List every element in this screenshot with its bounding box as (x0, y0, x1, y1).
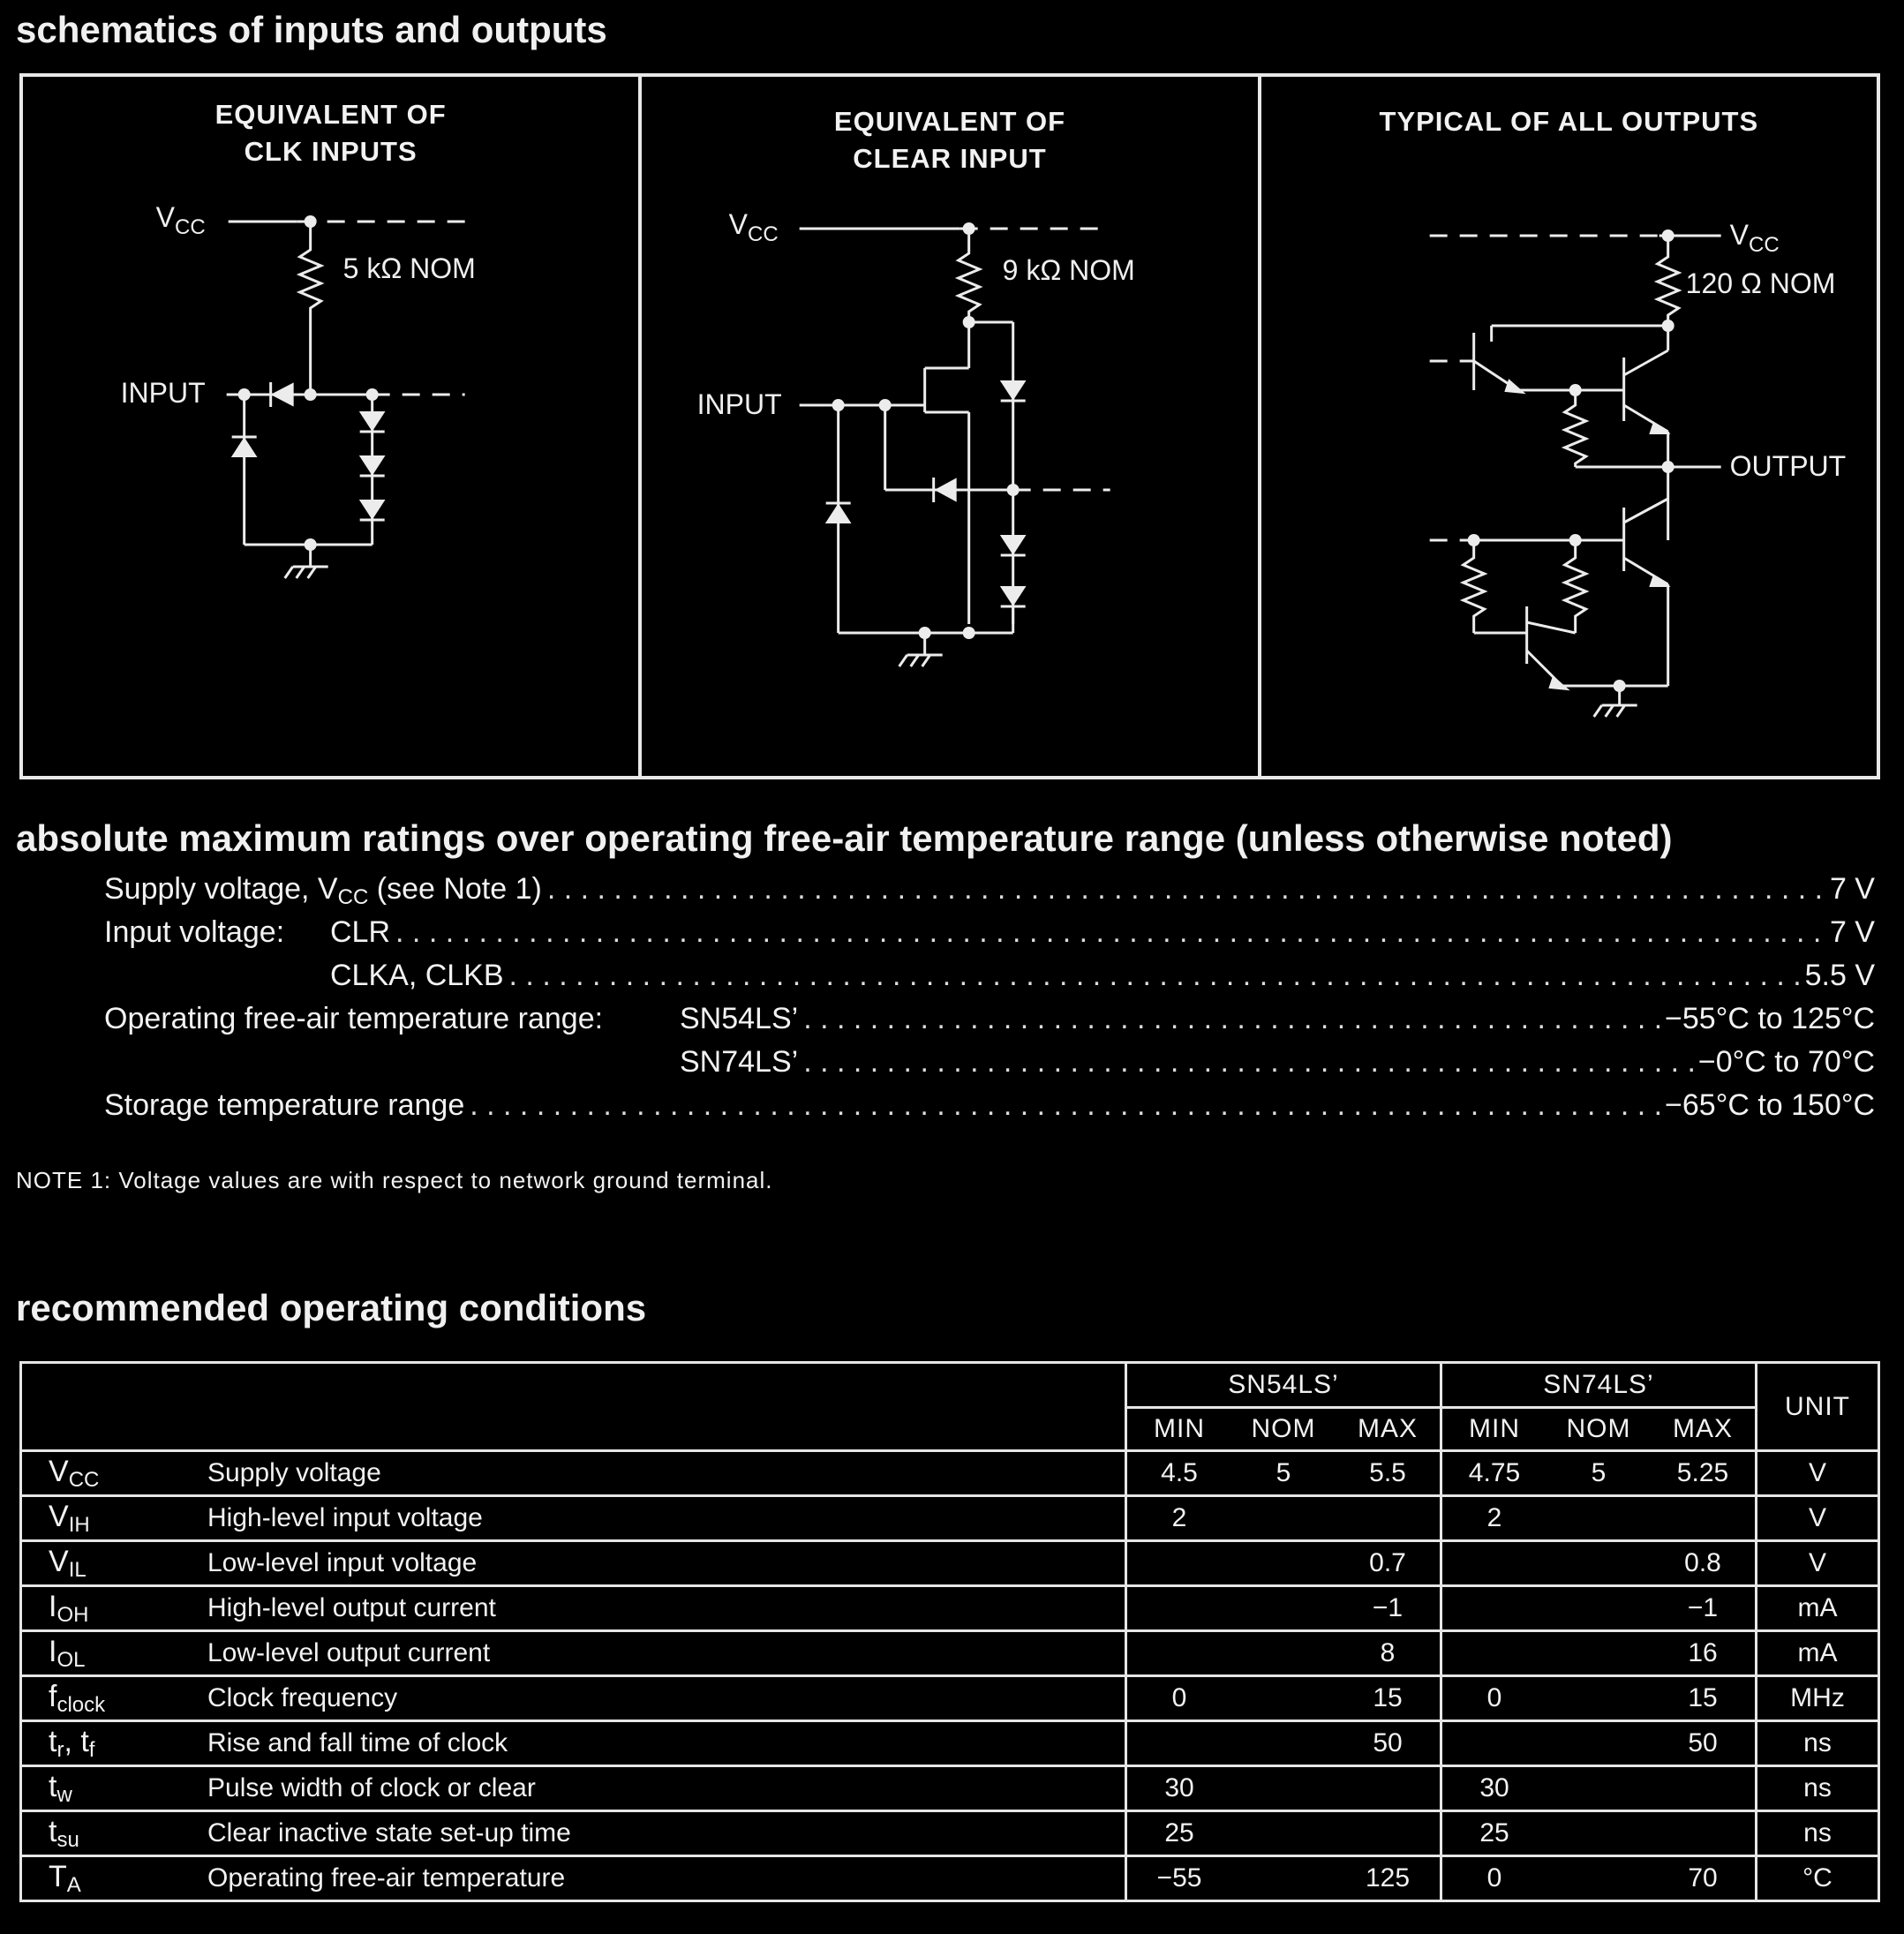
value-cell: 4.75 (1441, 1451, 1547, 1496)
value-cell: 125 (1336, 1856, 1441, 1901)
parameter-symbol: $V_{IH}$ (21, 1496, 199, 1541)
parameter-description: High-level output current (199, 1586, 1126, 1631)
clear-resistor-label: 9 kΩ NOM (1002, 254, 1136, 286)
value-cell (1231, 1676, 1336, 1721)
value-cell: 4.5 (1126, 1451, 1232, 1496)
unit-cell: V (1757, 1451, 1879, 1496)
conditions-heading: recommended operating conditions (16, 1287, 647, 1328)
value-cell (1336, 1766, 1441, 1811)
unit-cell: mA (1757, 1586, 1879, 1631)
parameter-symbol: $T_A$ (21, 1856, 199, 1901)
value-cell: 5 (1231, 1451, 1336, 1496)
parameter-symbol: $t_{su}$ (21, 1811, 199, 1856)
rating-temp-sn54: Operating free-air temperature range: SN54LS’ . . . −55°C to 125°C (104, 1002, 1875, 1045)
value-cell (1651, 1811, 1757, 1856)
value-cell (1547, 1811, 1651, 1856)
value-cell: −1 (1651, 1586, 1757, 1631)
value-cell: 15 (1336, 1676, 1441, 1721)
parameter-description: Clear inactive state set-up time (199, 1811, 1126, 1856)
unit-cell: °C (1757, 1856, 1879, 1901)
clk-panel-title: EQUIVALENT OF CLK INPUTS (214, 99, 447, 167)
value-cell (1231, 1766, 1336, 1811)
value-cell (1126, 1541, 1232, 1586)
table-header-row (21, 1363, 1879, 1408)
value-cell (1547, 1856, 1651, 1901)
schematics-frame (19, 73, 1880, 779)
output-vcc-label: $V_{CC}$ (1729, 219, 1780, 257)
value-cell (1126, 1586, 1232, 1631)
table-body (21, 1451, 1879, 1901)
parameter-symbol: $f_{clock}$ (21, 1676, 199, 1721)
value-cell: 50 (1651, 1721, 1757, 1766)
table-row (21, 1721, 1879, 1766)
value-cell: 2 (1126, 1496, 1232, 1541)
input-clr-value: 7 V (1829, 915, 1875, 949)
unit-cell: ns (1757, 1721, 1879, 1766)
value-cell: 5.25 (1651, 1451, 1757, 1496)
parameter-symbol: $t_r$, $t_f$ (21, 1721, 199, 1766)
rating-temp-sn74: SN74LS’ . . . −0°C to 70°C (104, 1045, 1875, 1088)
table-row (21, 1631, 1879, 1676)
rating-input-voltage-clr: Input voltage: CLR . . . 7 V (104, 915, 1875, 959)
value-cell (1547, 1766, 1651, 1811)
parameter-description: Operating free-air temperature (199, 1856, 1126, 1901)
note-1: NOTE 1: Voltage values are with respect to network ground terminal. (16, 1167, 773, 1193)
value-cell: 0.7 (1336, 1541, 1441, 1586)
value-cell: 25 (1441, 1811, 1547, 1856)
value-cell (1441, 1586, 1547, 1631)
value-cell (1231, 1811, 1336, 1856)
unit-cell: mA (1757, 1631, 1879, 1676)
table-row (21, 1451, 1879, 1496)
parameter-description: Low-level input voltage (199, 1541, 1126, 1586)
input-clk-value: 5.5 V (1804, 959, 1875, 992)
value-cell: 0.8 (1651, 1541, 1757, 1586)
value-cell: 16 (1651, 1631, 1757, 1676)
table-row (21, 1811, 1879, 1856)
value-cell: −55 (1126, 1856, 1232, 1901)
clear-input-label: INPUT (696, 388, 782, 420)
table-row (21, 1586, 1879, 1631)
table-row (21, 1766, 1879, 1811)
temp-sn54-value: −55°C to 125°C (1665, 1002, 1875, 1035)
table-subheader-row: MIN NOM MAX MIN NOM MAX (21, 1408, 1879, 1451)
output-schematic (1261, 77, 1877, 776)
value-cell (1336, 1496, 1441, 1541)
value-cell (1231, 1496, 1336, 1541)
unit-cell: V (1757, 1541, 1879, 1586)
rating-storage-temp: Storage temperature range . . . −65°C to 150°C (104, 1088, 1875, 1132)
value-cell: 30 (1441, 1766, 1547, 1811)
value-cell: 5 (1547, 1451, 1651, 1496)
rating-supply-voltage: Supply voltage, $V_{CC}$ (see Note 1) . . . 7 V (104, 872, 1875, 915)
value-cell: 30 (1126, 1766, 1232, 1811)
recommended-operating-conditions-table (19, 1361, 1880, 1902)
unit-header: UNIT (1757, 1363, 1879, 1451)
value-cell (1547, 1676, 1651, 1721)
table-row (21, 1496, 1879, 1541)
clear-circuit-drawing (642, 77, 1257, 776)
parameter-description: Low-level output current (199, 1631, 1126, 1676)
value-cell: 25 (1126, 1811, 1232, 1856)
value-cell (1441, 1721, 1547, 1766)
clk-resistor-label: 5 kΩ NOM (342, 252, 476, 284)
parameter-symbol: $V_{IL}$ (21, 1541, 199, 1586)
value-cell (1441, 1541, 1547, 1586)
parameter-description: High-level input voltage (199, 1496, 1126, 1541)
rating-input-voltage-clk: CLKA, CLKB . . . 5.5 V (104, 959, 1875, 1002)
value-cell (1547, 1541, 1651, 1586)
clk-circuit-drawing (23, 77, 638, 776)
parameter-description: Rise and fall time of clock (199, 1721, 1126, 1766)
clk-vcc-label: $V_{CC}$ (155, 201, 206, 239)
value-cell: 0 (1441, 1676, 1547, 1721)
value-cell (1441, 1631, 1547, 1676)
parameter-description: Pulse width of clock or clear (199, 1766, 1126, 1811)
parameter-description: Supply voltage (199, 1451, 1126, 1496)
clk-input-schematic (23, 77, 642, 776)
table-row (21, 1541, 1879, 1586)
value-cell (1231, 1586, 1336, 1631)
clear-input-schematic (642, 77, 1261, 776)
value-cell (1231, 1631, 1336, 1676)
value-cell: 15 (1651, 1676, 1757, 1721)
output-resistor-label: 120 Ω NOM (1685, 267, 1836, 299)
value-cell (1547, 1721, 1651, 1766)
output-panel-title: TYPICAL OF ALL OUTPUTS (1379, 106, 1759, 137)
value-cell (1336, 1811, 1441, 1856)
value-cell: 0 (1126, 1676, 1232, 1721)
value-cell: 50 (1336, 1721, 1441, 1766)
unit-cell: V (1757, 1496, 1879, 1541)
schematics-heading: schematics of inputs and outputs (16, 9, 607, 50)
absolute-max-ratings (104, 872, 1875, 1132)
table-row (21, 1676, 1879, 1721)
clk-input-label: INPUT (120, 377, 206, 409)
value-cell (1547, 1631, 1651, 1676)
sn54-group-header: SN54LS’ (1126, 1363, 1441, 1408)
value-cell: 0 (1441, 1856, 1547, 1901)
table-row (21, 1856, 1879, 1901)
ratings-heading: absolute maximum ratings over operating free-air temperature range (unless otherwise noted) (16, 817, 1673, 859)
output-label: OUTPUT (1729, 450, 1846, 482)
value-cell: 70 (1651, 1856, 1757, 1901)
sn74-group-header: SN74LS’ (1441, 1363, 1757, 1408)
value-cell (1231, 1541, 1336, 1586)
value-cell (1547, 1586, 1651, 1631)
value-cell (1126, 1631, 1232, 1676)
value-cell (1651, 1496, 1757, 1541)
storage-temp-value: −65°C to 150°C (1665, 1088, 1875, 1122)
clear-vcc-label: $V_{CC}$ (728, 208, 779, 246)
value-cell (1126, 1721, 1232, 1766)
parameter-symbol: $V_{CC}$ (21, 1451, 199, 1496)
value-cell (1547, 1496, 1651, 1541)
value-cell: 8 (1336, 1631, 1441, 1676)
value-cell: −1 (1336, 1586, 1441, 1631)
supply-voltage-value: 7 V (1829, 872, 1875, 906)
value-cell: 5.5 (1336, 1451, 1441, 1496)
parameter-symbol: $I_{OL}$ (21, 1631, 199, 1676)
unit-cell: ns (1757, 1811, 1879, 1856)
parameter-description: Clock frequency (199, 1676, 1126, 1721)
value-cell (1231, 1856, 1336, 1901)
unit-cell: MHz (1757, 1676, 1879, 1721)
parameter-symbol: $t_w$ (21, 1766, 199, 1811)
value-cell: 2 (1441, 1496, 1547, 1541)
output-circuit-drawing (1261, 77, 1877, 776)
value-cell (1651, 1766, 1757, 1811)
clear-panel-title: EQUIVALENT OF CLEAR INPUT (833, 106, 1066, 174)
temp-sn74-value: −0°C to 70°C (1697, 1045, 1875, 1079)
unit-cell: ns (1757, 1766, 1879, 1811)
parameter-symbol: $I_{OH}$ (21, 1586, 199, 1631)
value-cell (1231, 1721, 1336, 1766)
